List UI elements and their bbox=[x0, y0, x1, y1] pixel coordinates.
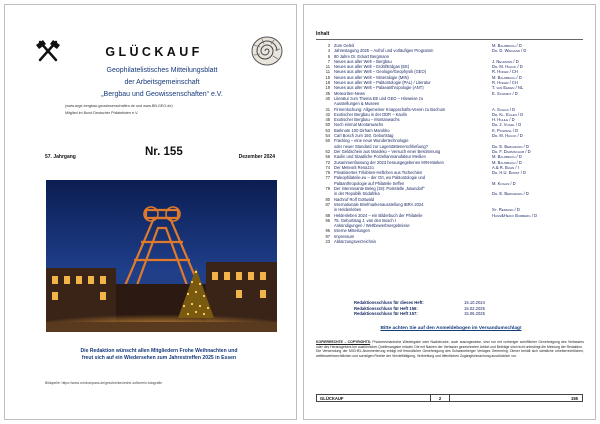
toc-title: Exotischer Bergbau – Montanwachs bbox=[334, 117, 400, 123]
toc-page-number: 79 bbox=[325, 186, 330, 192]
toc-page-number: 77 bbox=[325, 175, 330, 181]
table-of-contents bbox=[316, 43, 588, 244]
deadline-label: Redaktionsschluss für Heft 157: bbox=[354, 311, 418, 316]
toc-title: Zusammenfassung der 2023 herausgegebenen MIN-Marken bbox=[334, 159, 444, 165]
toc-title: Nachruf Rolf Gottwald bbox=[334, 196, 375, 202]
contents-page bbox=[303, 4, 596, 420]
toc-page-number: 6 bbox=[327, 53, 330, 59]
toc-title: Jahrestagung 2025 – Aufruf und vorläufiges Programm bbox=[334, 48, 434, 54]
toc-title: oder neuer Standard zur Lagerstättenerschließung? bbox=[334, 143, 428, 149]
toc-title: Der interessante Beleg (19): Poststelle „Naundorf“ bbox=[334, 186, 425, 192]
toc-page-number: 15 bbox=[325, 74, 330, 80]
issue-date: Dezember 2024 bbox=[238, 154, 275, 160]
toc-author: H. Huhle / D bbox=[492, 117, 515, 123]
footer-title: GLÜCKAUF bbox=[320, 396, 344, 401]
toc-page-number: 42 bbox=[325, 111, 330, 117]
deadline-row bbox=[354, 311, 554, 317]
toc-page-number: 95 bbox=[325, 217, 330, 223]
notice: Bitte achten Sie auf den Anmeldebogen im Versandumschlag! bbox=[380, 326, 522, 331]
caption-line: Die Redaktion wünscht allen Mitgliedern Frohe Weihnachten und bbox=[80, 348, 238, 354]
toc-title: Abkürzungsverzeichnis bbox=[334, 238, 377, 244]
toc-author: J. Neumann / D bbox=[492, 58, 519, 64]
membership-note: Mitglied im Bund Deutscher Philatelisten e.V. bbox=[65, 111, 139, 115]
photo-caption bbox=[35, 348, 283, 362]
toc-title: Noch einmal Montanwachs bbox=[334, 122, 384, 128]
toc-row bbox=[316, 239, 588, 244]
toc-title: Interne Mitteilungen bbox=[334, 228, 370, 234]
toc-page-number: 96 bbox=[325, 228, 330, 234]
toc-author: Dr. E. Bergmann / D bbox=[492, 143, 529, 149]
toc-page-number: 62 bbox=[325, 148, 330, 154]
toc-page-number: 3 bbox=[327, 43, 330, 48]
toc-author: Dr. F. Dammschub / D bbox=[492, 148, 531, 154]
footer-page: 2 bbox=[430, 395, 450, 401]
toc-author: Hans&Heiko Burberg / D bbox=[492, 212, 538, 218]
subtitle bbox=[67, 65, 257, 101]
toc-title: Neues aus aller Welt – Palaeanthropologie (ANT) bbox=[334, 85, 424, 91]
toc-author: Dr. M. Hauck / D bbox=[492, 64, 523, 70]
copyright-paragraph-2: Die Verwendung der MICHEL-Nummerierung erfolgt mit freundlicher Genehmigung des Schwaneberger Verlages Germering. Dieser behält sich sämtliche urheberrechtlichen, wettbewerbsrechtlichen und sonstigen Rechte der Vervielfältigung, Verbreitung und öffentlichen Zugänglichmachung ausdrücklich vor. bbox=[316, 349, 584, 358]
magazine-title: GLÜCKAUF bbox=[105, 45, 203, 59]
toc-author: A.& R. Bühn / I bbox=[492, 164, 519, 170]
toc-author: M. Kogan / D bbox=[492, 180, 516, 186]
toc-page-number: 76 bbox=[325, 170, 330, 176]
page-footer bbox=[316, 394, 583, 402]
toc-page-number: 35 bbox=[325, 90, 330, 96]
toc-title: Impressum bbox=[334, 233, 355, 239]
toc-author: Dr. E. Bergmann / D bbox=[492, 191, 529, 197]
cover-photo bbox=[46, 180, 277, 332]
toc-title: Carl Bosch zum 150. Geburtstag bbox=[334, 133, 394, 139]
toc-page-number: 45 bbox=[325, 117, 330, 123]
toc-title: Fracking – eine neue Wundertechnologie bbox=[334, 138, 409, 144]
toc-title: Der Geldschein aus Marokko – Versuch einer Bestimmung bbox=[334, 148, 441, 154]
toc-page-number: 11 bbox=[325, 69, 330, 75]
toc-title: Internationale Briefmarkenausstellung IBRA 2024 bbox=[334, 201, 424, 207]
toc-title: Der Meteorit Renazzo bbox=[334, 164, 374, 170]
deadlines bbox=[354, 300, 554, 317]
caption-line: freut sich auf ein Wiedersehen zum Jahrestreffen 2025 in Essen bbox=[81, 355, 237, 361]
toc-title: Ankündigungen / Wettbewerbsergebnisse bbox=[334, 223, 410, 229]
website-urls: (www.arge-bergbau-geowissenschaften.de und www.BB-GEO.de) bbox=[65, 104, 173, 108]
toc-page-number: 7 bbox=[327, 58, 330, 64]
toc-title: in der Republik Südafrika bbox=[334, 191, 380, 197]
toc-author: K. Pospesl / D bbox=[492, 127, 519, 133]
toc-page-number: 80 bbox=[325, 196, 330, 202]
issue-info bbox=[45, 146, 275, 166]
toc-title: Neues aus aller Welt – Bergbau bbox=[334, 58, 392, 64]
toc-author: St. Reimann / D bbox=[492, 207, 520, 213]
toc-author: Dr. H.U. Ernst / D bbox=[492, 170, 526, 176]
toc-title: Neues aus aller Welt – Erdöl/Erdgas (EE) bbox=[334, 64, 410, 70]
toc-author: Dr. Kl. Eulen / D bbox=[492, 111, 524, 117]
toc-title: Neues aus aller Welt – Paläontologie (PAL) / Literatur bbox=[334, 80, 431, 86]
toc-title: Paläanthropologie auf Philatelie treffen bbox=[334, 180, 405, 186]
deadline-label: Redaktionsschluss für Heft 156: bbox=[354, 305, 418, 311]
toc-page-number: 41 bbox=[325, 106, 330, 112]
toc-title: Ausstellungen & Museen bbox=[334, 101, 380, 107]
toc-title: 75. Geburtstag J. van den Bosch I bbox=[334, 217, 396, 223]
toc-page-number: 60 bbox=[325, 138, 330, 144]
toc-page-number: 88 bbox=[325, 212, 330, 218]
subtitle-line: Geophilatelistisches Mitteilungsblatt bbox=[106, 67, 218, 74]
issue-number: Nr. 155 bbox=[145, 146, 183, 158]
toc-title: Privatisiertes Trilobiten-Heftchen aus Tschechien bbox=[334, 170, 423, 176]
toc-page-number: 4 bbox=[327, 48, 330, 54]
toc-page-number: 54 bbox=[325, 133, 330, 139]
deadline-label: Redaktionsschluss für dieses Heft: bbox=[354, 300, 424, 305]
toc-author: Dr. M. Hauck / D bbox=[492, 133, 523, 139]
toc-author: A. Schild / D bbox=[492, 106, 516, 112]
toc-author: R. Hofer / CH bbox=[492, 80, 518, 86]
toc-title: Literatur zum Thema EE und GEO – Hinweise zu bbox=[334, 95, 424, 101]
toc-title: 80 Jahre Dr. Eckart Bergmann bbox=[334, 53, 390, 59]
toc-heading: Inhalt bbox=[316, 31, 330, 37]
issue-year: 57. Jahrgang bbox=[45, 154, 76, 160]
toc-title: Paleophilatelie.eu – der Ort, wo Paläontologie und bbox=[334, 175, 426, 181]
footer-issue: 155 bbox=[571, 396, 578, 401]
toc-author: M. Baumbach / D bbox=[492, 159, 522, 165]
toc-author: Dr. D. Wiegand / D bbox=[492, 48, 527, 54]
toc-title: in Heldenleben bbox=[334, 207, 362, 213]
photo-credit: Bildquelle: https://www.ruhrkompass.de/geschichte/zeche-zollverein-fotografie bbox=[45, 381, 163, 385]
toc-author: M. Baumbach / D bbox=[492, 154, 522, 160]
deadline-date: 15.02.2025 bbox=[464, 305, 485, 311]
hammer-pick-icon bbox=[34, 39, 62, 63]
toc-page-number: 11 bbox=[325, 64, 330, 70]
copyright-paragraph bbox=[316, 340, 584, 349]
toc-title: Exotischer Bergbau in der DDR – Kaolin bbox=[334, 111, 408, 117]
toc-author: M. Baumbach / D bbox=[492, 43, 522, 48]
toc-page-number: 18 bbox=[325, 80, 330, 86]
toc-author: T. van Eeden / NL bbox=[492, 85, 524, 91]
toc-page-number: 19 bbox=[325, 85, 330, 91]
toc-page-number: 97 bbox=[325, 233, 330, 239]
toc-title: Zum Geleit bbox=[334, 43, 355, 48]
toc-title: Neues aus aller Welt – Mineralogie (MIN) bbox=[334, 74, 409, 80]
toc-title: Heldenleben 2024 – ein Bilderbuch der Philatelie bbox=[334, 212, 423, 218]
toc-author: Dr. J. Vogel / D bbox=[492, 122, 522, 128]
toc-author: M. Baumbach / D bbox=[492, 74, 522, 80]
toc-page-number: 74 bbox=[325, 164, 330, 170]
deadline-date: 15.10.2024 bbox=[464, 300, 485, 305]
toc-title: Barknote 100 Dirham Marokko bbox=[334, 127, 390, 133]
subtitle-line: der Arbeitsgemeinschaft bbox=[124, 79, 200, 86]
toc-page-number: 87 bbox=[325, 201, 330, 207]
cover-page bbox=[4, 4, 297, 420]
toc-title: Firmenlochung: Allgemeiner Knappschafts-Verein zu Bochum bbox=[334, 106, 446, 112]
toc-title: Neues aus aller Welt – Geologie/Geophysik (GEO) bbox=[334, 69, 427, 75]
toc-page-number: 40 bbox=[325, 95, 330, 101]
deadline-date: 15.06.2025 bbox=[464, 311, 485, 316]
toc-page-number: 53 bbox=[325, 127, 330, 133]
subtitle-line: „Bergbau und Geowissenschaften“ e.V. bbox=[101, 91, 223, 98]
toc-page-number: 72 bbox=[325, 159, 330, 165]
toc-title: Meteoriten-News bbox=[334, 90, 365, 96]
toc-author: E. Schmidt / D bbox=[492, 90, 518, 96]
copyright-label: KOPIERRECHTE – COPYRIGHTS bbox=[316, 340, 371, 344]
copyright-block bbox=[316, 340, 584, 358]
toc-author: R. Hofer / CH bbox=[492, 69, 518, 75]
ammonite-icon bbox=[250, 35, 284, 67]
toc-title: Kaolin und Staatliche Porzellanmanufaktur Meißen bbox=[334, 154, 426, 160]
toc-page-number: 50 bbox=[325, 122, 330, 128]
copyright-text: : Photomechanische Wiedergabe oder Nachdrucke, auch auszugsweise, sind nur mit vorheriger schriftlicher Genehmigung des Verfassers oder des Herausgebers bei ausführlicher Quellenangabe erlaubt. Die mit Namen der Verfasser gezeichneten Artikel und Beiträge sind nicht unbedingt die Meinung der Redaktion. bbox=[316, 340, 585, 349]
divider bbox=[316, 39, 583, 40]
toc-page-number: 66 bbox=[325, 154, 330, 160]
toc-page-number: 23 bbox=[325, 238, 330, 244]
